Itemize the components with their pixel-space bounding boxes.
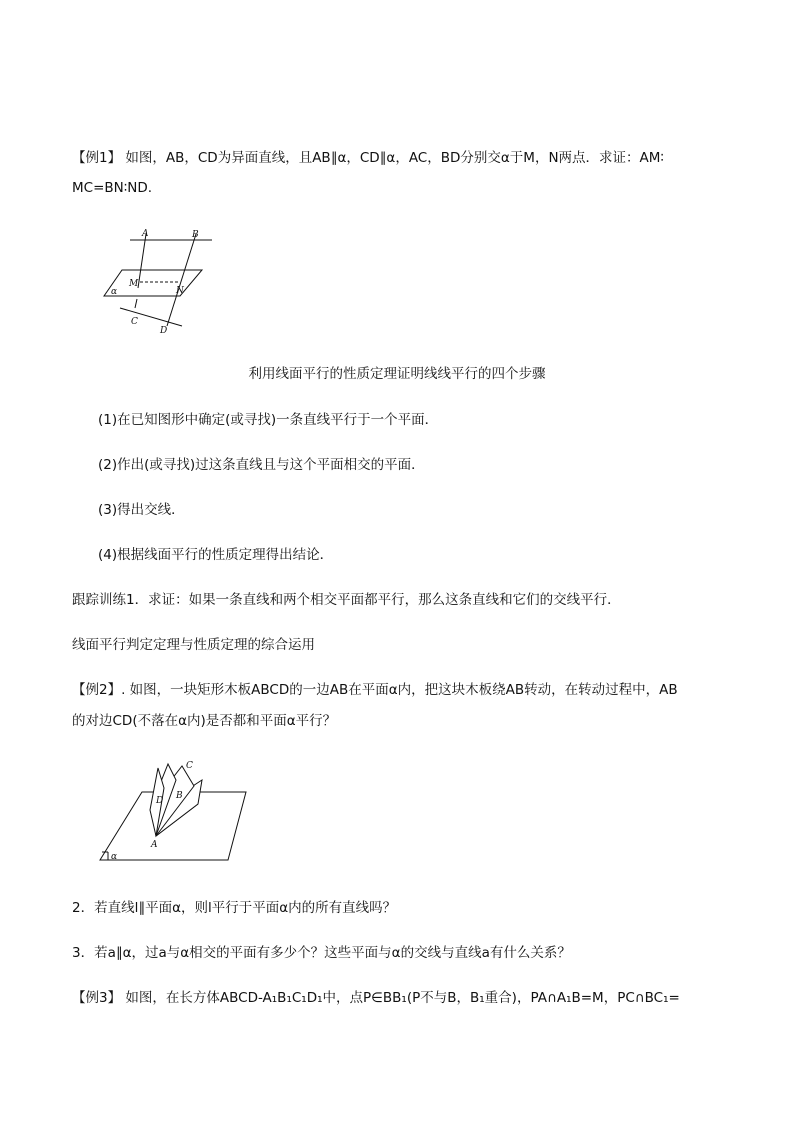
question2: 2．若直线l∥平面α，则l平行于平面α内的所有直线吗？ (72, 900, 397, 916)
plane-alpha (104, 270, 202, 296)
label-b: B (176, 791, 183, 801)
line-cd (120, 308, 182, 326)
question3: 3．若a∥α，过a与α相交的平面有多少个？这些平面与α的交线与直线a有什么关系？ (72, 945, 571, 961)
label-a: A (151, 840, 158, 850)
figure2-diagram (98, 758, 258, 868)
step-1: (1)在已知图形中确定(或寻找)一条直线平行于一个平面． (98, 412, 439, 428)
example2-line1: 【例2】. 如图，一块矩形木板ABCD的一边AB在平面α内，把这块木板绕AB转动，在转动过程中，AB (72, 682, 678, 698)
example2-line2: 的对边CD(不落在α内)是否都和平面α平行？ (72, 713, 337, 729)
label-d: D (160, 326, 168, 336)
label-alpha: α (111, 287, 118, 297)
section-title: 线面平行判定定理与性质定理的综合运用 (72, 637, 315, 653)
example3-line1: 【例3】 如图，在长方体ABCD-A₁B₁C₁D₁中，点P∈BB₁(P不与B，B₁重合)，PA∩A₁B=M，PC∩BC₁= (72, 990, 680, 1006)
label-d: D (156, 796, 164, 806)
figure1-diagram (100, 226, 220, 338)
step-2: (2)作出(或寻找)过这条直线且与这个平面相交的平面． (98, 457, 425, 473)
line-ac-upper (138, 234, 146, 288)
label-a: A (142, 229, 149, 239)
label-c: C (186, 761, 193, 771)
label-c: C (131, 317, 138, 327)
line-ac-lower (135, 299, 137, 308)
step-4: (4)根据线面平行的性质定理得出结论． (98, 547, 334, 563)
steps-title: 利用线面平行的性质定理证明线线平行的四个步骤 (248, 366, 546, 382)
example1-line2: MC=BN∶ND. (72, 180, 153, 196)
training1: 跟踪训练1．求证：如果一条直线和两个相交平面都平行，那么这条直线和它们的交线平行． (72, 592, 621, 608)
line-bd (167, 234, 196, 326)
example1-line1: 【例1】 如图，AB，CD为异面直线，且AB∥α，CD∥α，AC，BD分别交α于M，N两点．求证：AM∶ (72, 150, 664, 166)
label-b: B (192, 230, 199, 240)
label-n: N (176, 286, 184, 296)
label-m: M (129, 279, 139, 289)
step-3: (3)得出交线． (98, 502, 185, 518)
label-alpha: α (111, 852, 118, 862)
